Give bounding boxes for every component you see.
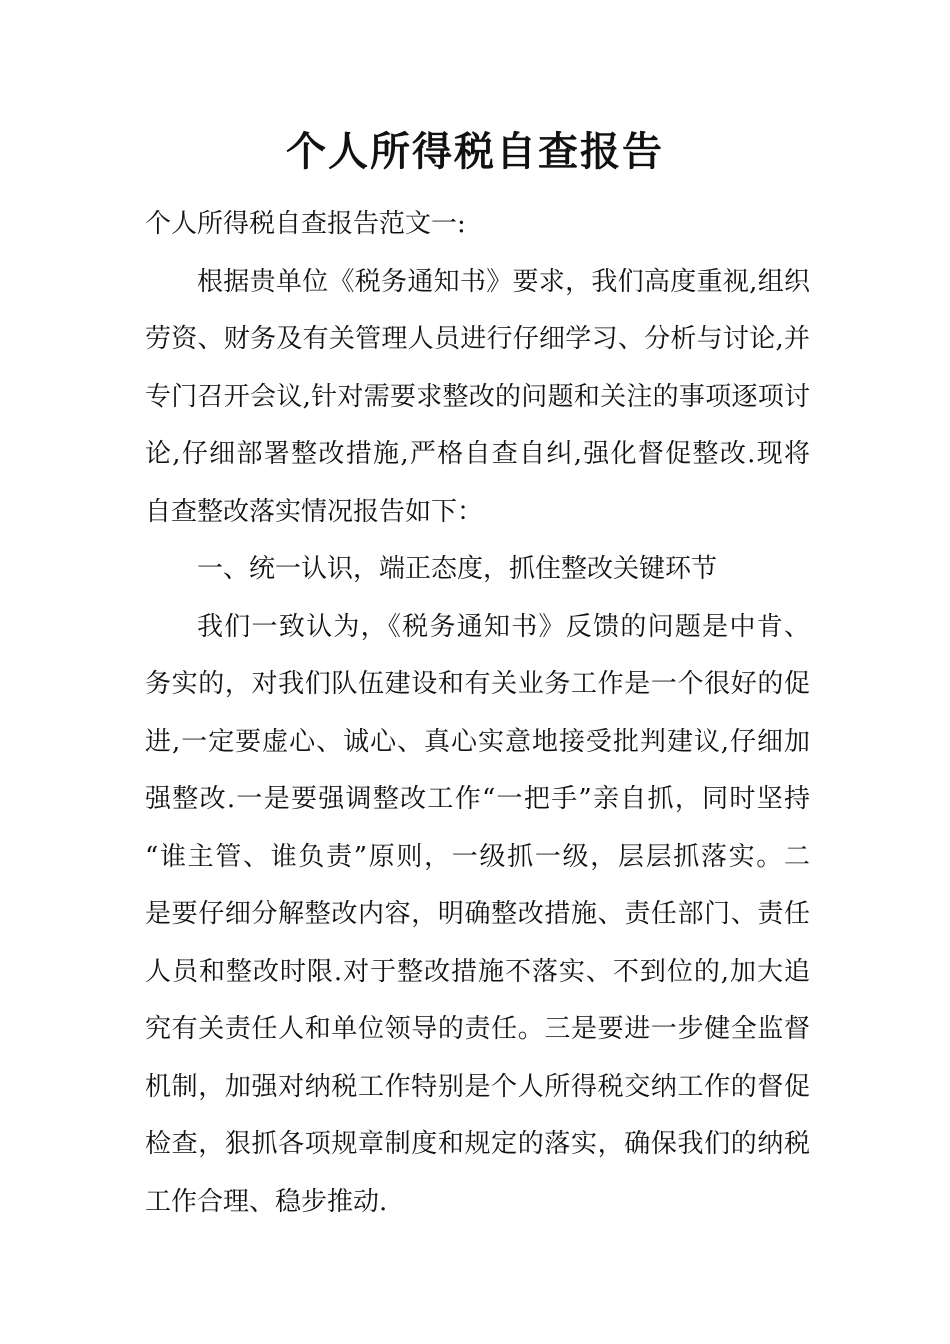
paragraph-1-line-5: 自查整改落实情况报告如下： (145, 496, 484, 527)
paragraph-2-line-10: 检查，狠抓各项规章制度和规定的落实，确保我们的纳税 (145, 1129, 810, 1159)
paragraph-2-line-2: 务实的，对我们队伍建设和有关业务工作是一个很好的促 (145, 669, 810, 699)
section-heading-1: 一、统一认识，端正态度，抓住整改关键环节 (197, 554, 718, 584)
paragraph-2-line-4: 强整改.一是要强调整改工作“一把手”亲自抓，同时坚持 (145, 784, 810, 814)
subtitle-line: 个人所得税自查报告范文一: (145, 209, 466, 239)
paragraph-2-line-1: 我们一致认为，《税务通知书》反馈的问题是中肯、 (197, 611, 810, 642)
paragraph-2-line-11: 工作合理、稳步推动. (145, 1186, 388, 1217)
paragraph-2-line-6: 是要仔细分解整改内容，明确整改措施、责任部门、责任 (145, 899, 810, 929)
paragraph-2-line-5: “谁主管、谁负责”原则，一级抓一级，层层抓落实。二 (145, 841, 810, 872)
paragraph-1-line-1: 根据贵单位《税务通知书》要求，我们高度重视,组织 (197, 266, 810, 297)
document-title: 个人所得税自查报告 (286, 128, 664, 175)
document-body (145, 196, 810, 1231)
paragraph-2-line-7: 人员和整改时限.对于整改措施不落实、不到位的,加大追 (145, 956, 810, 987)
paragraph-2-line-8: 究有关责任人和单位领导的责任。三是要进一步健全监督 (145, 1014, 810, 1044)
paragraph-1-line-3: 专门召开会议,针对需要求整改的问题和关注的事项逐项讨 (145, 381, 810, 412)
paragraph-2-line-3: 进,一定要虚心、诚心、真心实意地接受批判建议,仔细加 (145, 726, 810, 757)
paragraph-1-line-4: 论,仔细部署整改措施,严格自查自纠,强化督促整改.现将 (145, 439, 810, 469)
paragraph-2-line-9: 机制，加强对纳税工作特别是个人所得税交纳工作的督促 (145, 1071, 810, 1102)
paragraph-1-line-2: 劳资、财务及有关管理人员进行仔细学习、分析与讨论,并 (145, 324, 810, 354)
